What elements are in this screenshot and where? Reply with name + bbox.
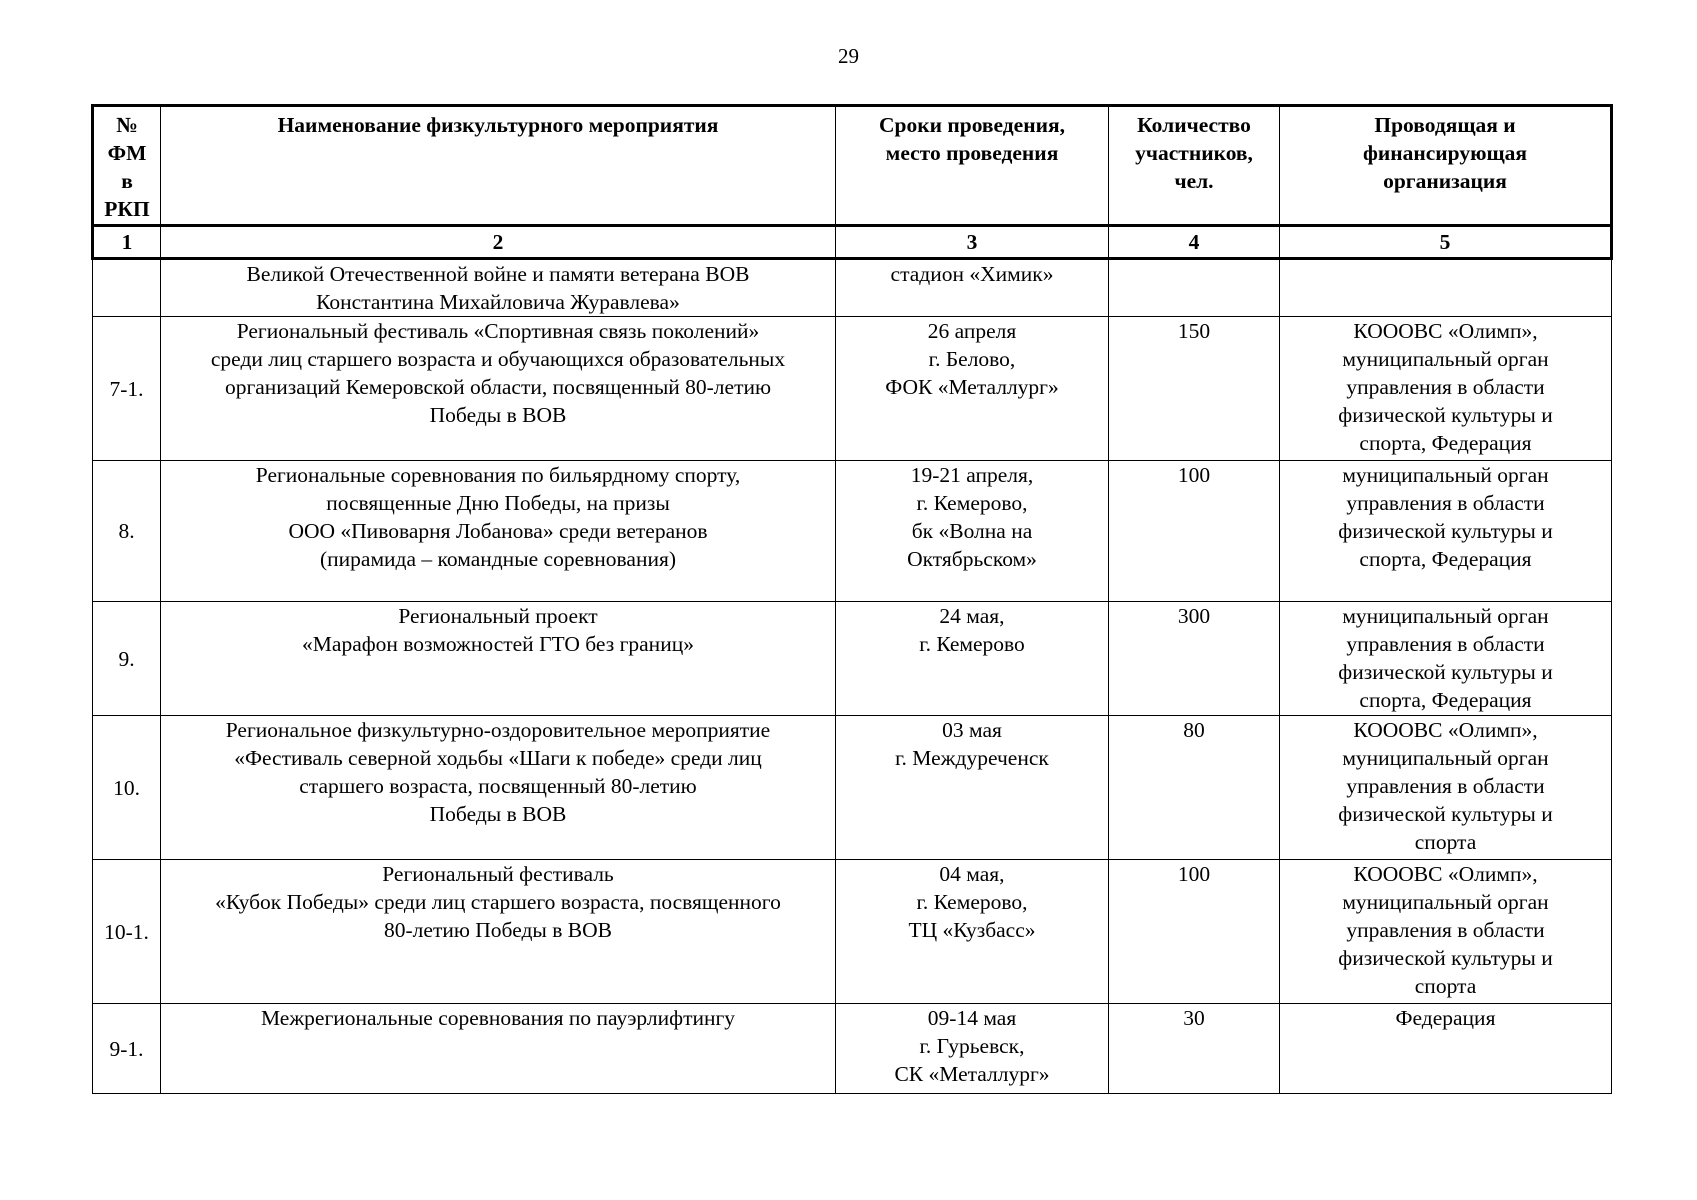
table-row — [93, 259, 1612, 317]
table-row — [93, 716, 1612, 860]
organizer: КОООВС «Олимп», муниципальный орган управления в области физической культуры и спорта — [1280, 860, 1612, 1004]
event-dates-place: 04 мая, г. Кемерово, ТЦ «Кузбасс» — [836, 860, 1109, 1004]
event-name: Региональные соревнования по бильярдному спорту, посвященные Дню Победы, на призы ООО «Пивоварня Лобанова» среди ветеранов (пирамида – командные соревнования) — [161, 461, 836, 602]
row-number: 10. — [93, 716, 161, 860]
header-participants: Количество участников, чел. — [1109, 106, 1280, 226]
event-dates-place: 19-21 апреля, г. Кемерово, бк «Волна на Октябрьском» — [836, 461, 1109, 602]
row-number: 10-1. — [93, 860, 161, 1004]
row-number: 8. — [93, 461, 161, 602]
column-number: 4 — [1109, 226, 1280, 259]
participant-count — [1109, 259, 1280, 317]
organizer: КОООВС «Олимп», муниципальный орган управления в области физической культуры и спорта — [1280, 716, 1612, 860]
event-name: Региональный проект «Марафон возможностей ГТО без границ» — [161, 602, 836, 716]
participant-count: 100 — [1109, 461, 1280, 602]
organizer: КОООВС «Олимп», муниципальный орган управления в области физической культуры и спорта, Федерация — [1280, 317, 1612, 461]
row-number — [93, 259, 161, 317]
table-row — [93, 461, 1612, 602]
column-number-row — [93, 226, 1612, 259]
organizer — [1280, 259, 1612, 317]
table-row — [93, 1004, 1612, 1094]
table-row — [93, 860, 1612, 1004]
participant-count: 150 — [1109, 317, 1280, 461]
column-number: 5 — [1280, 226, 1612, 259]
events-table — [91, 104, 1613, 1094]
header-event-name: Наименование физкультурного мероприятия — [161, 106, 836, 226]
organizer: муниципальный орган управления в области физической культуры и спорта, Федерация — [1280, 602, 1612, 716]
participant-count: 300 — [1109, 602, 1280, 716]
event-name: Региональный фестиваль «Кубок Победы» среди лиц старшего возраста, посвященного 80-летию Победы в ВОВ — [161, 860, 836, 1004]
event-dates-place: 26 апреля г. Белово, ФОК «Металлург» — [836, 317, 1109, 461]
page-number: 29 — [838, 44, 859, 68]
header-dates-place: Сроки проведения, место проведения — [836, 106, 1109, 226]
row-number: 9-1. — [93, 1004, 161, 1094]
row-number: 9. — [93, 602, 161, 716]
organizer: Федерация — [1280, 1004, 1612, 1094]
column-number: 2 — [161, 226, 836, 259]
event-name: Региональное физкультурно-оздоровительное мероприятие «Фестиваль северной ходьбы «Шаги к победе» среди лиц старшего возраста, посвященный 80-летию Победы в ВОВ — [161, 716, 836, 860]
column-number: 1 — [93, 226, 161, 259]
table-row — [93, 317, 1612, 461]
table-header-row — [93, 106, 1612, 226]
table-row — [93, 602, 1612, 716]
event-name: Межрегиональные соревнования по пауэрлифтингу — [161, 1004, 836, 1094]
participant-count: 100 — [1109, 860, 1280, 1004]
participant-count: 30 — [1109, 1004, 1280, 1094]
participant-count: 80 — [1109, 716, 1280, 860]
row-number: 7-1. — [93, 317, 161, 461]
header-fm-number: № ФМ в РКП — [93, 106, 161, 226]
header-organization: Проводящая и финансирующая организация — [1280, 106, 1612, 226]
event-name: Региональный фестиваль «Спортивная связь поколений» среди лиц старшего возраста и обучающихся образовательных организаций Кемеровской области, посвященный 80-летию Победы в ВОВ — [161, 317, 836, 461]
event-dates-place: 24 мая, г. Кемерово — [836, 602, 1109, 716]
event-dates-place: 09-14 мая г. Гурьевск, СК «Металлург» — [836, 1004, 1109, 1094]
event-dates-place: 03 мая г. Междуреченск — [836, 716, 1109, 860]
event-name: Великой Отечественной войне и памяти ветерана ВОВ Константина Михайловича Журавлева» — [161, 259, 836, 317]
event-dates-place: стадион «Химик» — [836, 259, 1109, 317]
organizer: муниципальный орган управления в области физической культуры и спорта, Федерация — [1280, 461, 1612, 602]
column-number: 3 — [836, 226, 1109, 259]
